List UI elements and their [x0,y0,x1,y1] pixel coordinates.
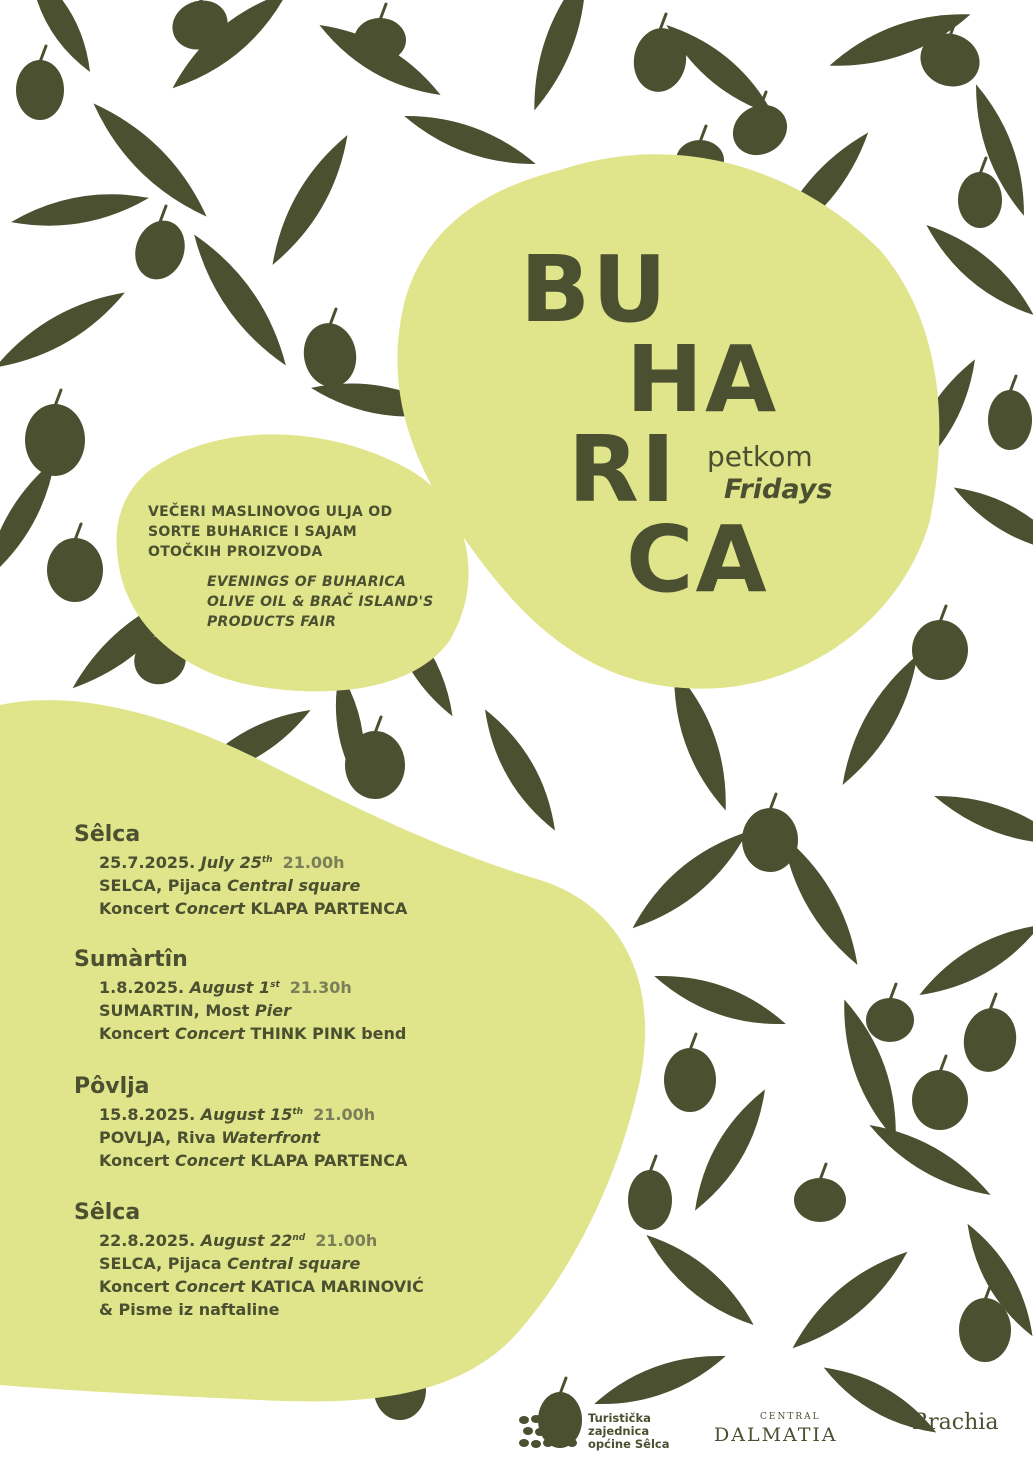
event-venue: SELCA, Pijaca Central square [99,876,361,895]
olive-stem [660,14,666,30]
olive-fruit [664,1048,716,1112]
event-venue: POVLJA, Riva Waterfront [99,1128,321,1147]
title-ha: HA [626,326,779,433]
olive-fruit [959,1298,1011,1362]
olive-stem [820,1164,826,1180]
intro-en-line: OLIVE OIL & BRAČ ISLAND'S [207,594,434,610]
olive-stem [560,1378,566,1394]
event-venue: SELCA, Pijaca Central square [99,1254,361,1273]
olive-fruit [866,998,914,1042]
olive-stem [160,206,166,222]
tz-line: općine Sêlca [588,1437,670,1451]
olive-leaf [9,185,151,235]
event-concert: Koncert Concert THINK PINK bend [99,1024,407,1043]
intro-hr-line: VEČERI MASLINOVOG ULJA OD [148,504,393,520]
central-dalmatia-logo: DALMATIA [714,1424,838,1446]
olive-leaf [947,476,1033,564]
event-4 [74,1199,634,1321]
intro-en-line: PRODUCTS FAIR [207,614,337,630]
olive-leaf [917,214,1033,325]
event-date: 22.8.2025. August 22nd 21.00h [99,1231,378,1250]
intro-croatian [148,502,448,562]
olive-fruit [345,731,405,799]
event-date: 15.8.2025. August 15th 21.00h [99,1105,376,1124]
olive-stem [380,4,386,20]
olive-fruit [794,1178,846,1222]
title-ri: RI [568,416,678,523]
olive-stem [940,606,946,622]
olive-leaf [912,913,1033,1007]
tz-line: zajednica [588,1424,650,1438]
olive-stem [700,126,706,142]
olive-cluster-icon [518,1414,580,1450]
olive-leaf [589,1343,730,1417]
olive-stem [980,158,986,174]
olive-stem [985,1284,991,1300]
olive-fruit [628,1170,672,1230]
event-date: 25.7.2025. July 25th 21.00h [99,853,345,872]
olive-fruit [127,214,193,287]
olive-leaf [260,128,359,272]
event-place: Sêlca [74,1200,141,1225]
tourist-board-name [588,1412,669,1451]
olive-leaf [0,280,132,379]
title-bu: BU [520,236,669,343]
olive-stem [40,46,46,62]
event-2 [74,946,634,1045]
brachia-logo: Brachia [912,1410,999,1435]
olive-stem [770,794,776,810]
olive-fruit [354,18,406,62]
olive-fruit [912,620,968,680]
petkom-label: petkom [707,440,813,473]
title-ca: CA [626,506,769,613]
olive-leaf [400,104,540,176]
olive-fruit [988,390,1032,450]
intro-en-line: EVENINGS OF BUHARICA [207,574,407,590]
olive-stem [375,717,381,733]
event-place: Sumàrtîn [74,947,188,972]
intro-hr-line: OTOČKIH PROIZVODA [148,544,323,560]
olive-stem [990,994,996,1010]
olive-stem [690,1034,696,1050]
olive-fruit [25,404,85,476]
event-1 [74,821,634,920]
olive-stem [650,1156,656,1172]
olive-fruit [958,172,1002,228]
olive-leaf [521,0,599,115]
olive-fruit [959,1004,1021,1076]
olive-leaf [623,820,757,939]
event-date: 1.8.2025. August 1st 21.30h [99,978,352,997]
event-place: Pôvlja [74,1074,150,1099]
event-concert: Koncert Concert KLAPA PARTENCA [99,1151,408,1170]
olive-stem [1010,376,1016,392]
olive-fruit [47,538,103,602]
olive-leaf [783,1240,917,1359]
olive-leaf [649,963,790,1037]
olive-leaf [830,648,929,792]
event-extra: & Pisme iz naftaline [99,1300,280,1319]
olive-fruit [742,808,798,872]
event-3 [74,1073,634,1172]
olive-stem [55,390,61,406]
intro-english [207,572,467,632]
olive-leaf [473,702,567,837]
olive-fruit [912,1070,968,1130]
olive-leaf [930,784,1033,856]
olive-fruit [299,319,361,391]
tz-line: Turistička [588,1411,651,1425]
event-concert: Koncert Concert KLAPA PARTENCA [99,899,408,918]
olive-stem [890,984,896,1000]
olive-stem [940,1056,946,1072]
fridays-label: Fridays [724,474,833,505]
olive-fruit [16,60,64,120]
olive-stem [330,309,336,325]
event-concert: Koncert Concert KATICA MARINOVIĆ [99,1277,424,1296]
tourist-board-logo [518,1412,669,1451]
event-place: Sêlca [74,822,141,847]
olive-leaf [637,1224,762,1335]
event-venue: SUMARTIN, Most Pier [99,1001,291,1020]
intro-hr-line: SORTE BUHARICE I SAJAM [148,524,357,540]
central-dalmatia-small: CENTRAL [760,1412,821,1422]
olive-stem [75,524,81,540]
